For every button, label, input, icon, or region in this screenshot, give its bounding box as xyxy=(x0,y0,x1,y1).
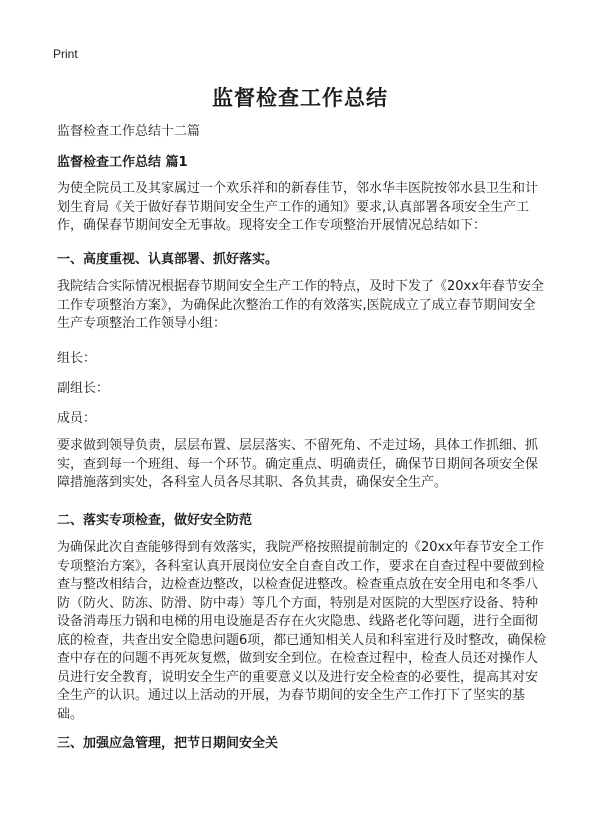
section1-heading: 一、高度重视、认真部署、抓好落实。 xyxy=(57,252,279,267)
print-link[interactable]: Print xyxy=(53,47,78,61)
page-title: 监督检查工作总结 xyxy=(212,86,388,110)
part-title: 监督检查工作总结 篇1 xyxy=(57,155,188,170)
section2-paragraph: 为确保此次自查能够得到有效落实，我院严格按照提前制定的《20xx年春节安全工作专项整治方案》，各科室认真开展岗位安全自查自改工作，要求在自查过程中要做到检查与整改相结合，边检查边整改，以检查促进整改。检查重点放在安全用电和冬季八防（防火、防冻、防滑、防中毒）等几个方面，特别是对医院的大型医疗设备、特种设备消毒压力锅和电梯的用电设施是否存在火灾隐患、线路老化等问题，进行全面彻底的检查，共查出安全隐患问题6项，都已通知相关人员和科室进行及时整改，确保检查中存在的问题不再死灰复燃，做到安全到位。在检查过程中，检查人员还对操作人员进行安全教育，说明安全生产的重要意义以及进行安全检查的必要性，提高其对安全生产的认识。通过以上活动的开展，为春节期间的安全生产工作打下了坚实的基础。 xyxy=(57,540,547,722)
document-subtitle: 监督检查工作总结十二篇 xyxy=(57,124,201,139)
deputy-leader-label: 副组长： xyxy=(57,381,110,396)
section2-heading: 二、落实专项检查，做好安全防范 xyxy=(57,513,253,528)
section1-paragraph-2: 要求做到领导负责，层层布置、层层落实、不留死角、不走过场，具体工作抓细、抓实，查到每一个班组、每一个环节。确定重点、明确责任，确保节日期间各项安全保障措施落到实处，各科室人员各尽其职、各负其责，确保安全生产。 xyxy=(57,438,539,490)
section1-paragraph: 我院结合实际情况根据春节期间安全生产工作的特点，及时下发了《20xx年春节安全工作专项整治方案》，为确保此次整治工作的有效落实,医院成立了成立春节期间安全生产专项整治工作领导小组： xyxy=(57,279,544,331)
intro-paragraph: 为使全院员工及其家属过一个欢乐祥和的新春佳节，邻水华丰医院按邻水县卫生和计划生育局《关于做好春节期间安全生产工作的通知》要求,认真部署各项安全生产工作，确保春节期间安全无事故。现将安全工作专项整治开展情况总结如下： xyxy=(57,181,539,233)
section3-heading: 三、加强应急管理，把节日期间安全关 xyxy=(57,736,279,751)
member-label: 成员： xyxy=(57,411,97,426)
leader-label: 组长： xyxy=(57,351,97,366)
